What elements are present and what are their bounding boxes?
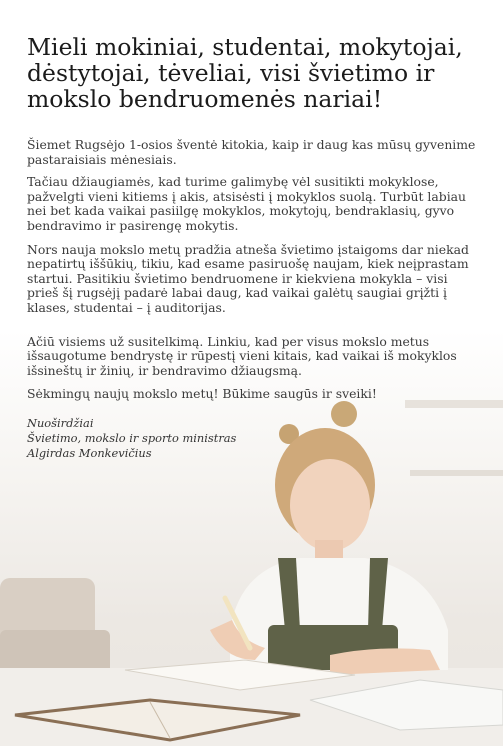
- letter-content: [27, 34, 482, 461]
- face: [290, 459, 370, 551]
- paragraph-1: Šiemet Rugsėjo 1-osios šventė kitokia, kaip ir daug kas mūsų gyvenime pastaraisiais mėnesiais.: [27, 137, 476, 167]
- wall-shelf-lower: [410, 470, 503, 476]
- signature-position: Švietimo, mokslo ir sporto ministras: [27, 430, 237, 445]
- letter-title: Mieli mokiniai, studentai, mokytojai, dėstytojai, tėveliai, visi švietimo ir mokslo bendruomenės nariai!: [27, 33, 463, 113]
- paragraph-5: Sėkmingų naujų mokslo metų! Būkime saugūs ir sveiki!: [27, 386, 377, 402]
- paragraph-3: Nors nauja mokslo metų pradžia atneša švietimo įstaigoms dar niekad nepatirtų iššūkių, tikiu, kad esame pasiruošę naujam, kiek neįprastam startui. Pasitikiu švietimo bendruomene ir kiekviena mokykla – visi prieš šį rugsėjį padarė labai daug, kad vaikai galėtų saugiai grįžti į klases, studentai – į auditorijas.: [27, 241, 469, 315]
- signature-block: [27, 416, 482, 461]
- paragraph-4: Ačiū visiems už susitelkimą. Linkiu, kad per visus mokslo metus išsaugotume bendrystę ir rūpestį vieni kitais, kad vaikai iš mokyklos išsineštų ir žinių, ir bendravimo džiaugsmą.: [27, 333, 457, 378]
- signature-closing: Nuoširdžiai: [27, 415, 94, 430]
- paragraph-2: Tačiau džiaugiamės, kad turime galimybę vėl susitikti mokyklose, pažvelgti vieni kitiems į akis, atsisėsti į mokyklos suolą. Turbūt labiau nei bet kada vaikai pasiilgę mokyklos, mokytojų, bendraklasių, gyvo bendravimo ir pasirengę mokytis.: [27, 174, 467, 233]
- signature-name: Algirdas Monkevičius: [27, 445, 152, 460]
